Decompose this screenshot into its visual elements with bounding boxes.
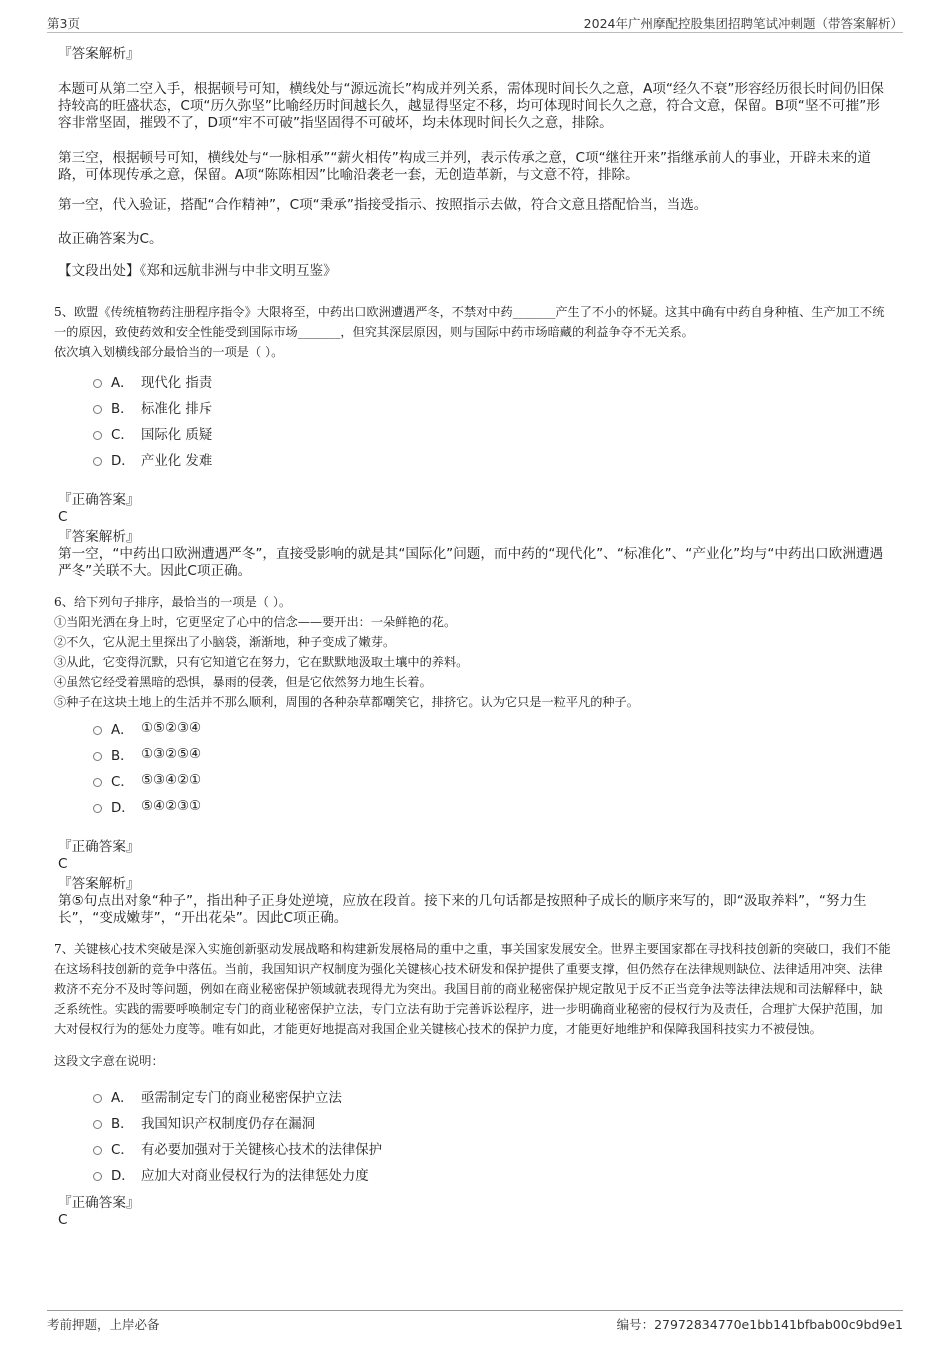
q7-answer: C [58,1212,68,1228]
radio-button[interactable] [93,379,102,388]
q4-analysis-para2: 第三空，根据顿号可知，横线处与“一脉相承”“薪火相传”构成三并列，表示传承之意，C项“继往开来”指继承前人的事业，开辟未来的道路，可体现传承之意，保留。A项“陈陈相因”比喻沿袭老一套，无创造革新，与文意不符，排除。 [58,150,871,183]
q6-option-b[interactable]: B． ①③②⑤④ [93,741,892,767]
page-content [54,46,892,1229]
q6-answer: C [58,856,68,872]
q7-options [93,1083,892,1187]
q6-stem: 6、给下列句子排序，最恰当的一项是（ ）。 [54,595,292,609]
question-5 [54,302,892,472]
q4-source: 【文段出处】《郑和远航非洲与中非文明互鉴》 [58,263,337,279]
document-id: 编号：27972834770e1bb141bfbab00c9bd9e1 [616,1317,903,1332]
q6-sentence-3: ③从此，它变得沉默，只有它知道它在努力，它在默默地汲取土壤中的养料。 [54,655,469,669]
q7-stem: 7、关键核心技术突破是深入实施创新驱动发展战略和构建新发展格局的重中之重，事关国家发展安全。世界主要国家都在寻找科技创新的突破口，我们不能在这场科技创新的竞争中落伍。当前，我国知识产权制度为强化关键核心技术研发和保护提供了重要支撑，但仍然存在法律规则缺位、法律适用冲突、法律救济不充分不及时等问题，例如在商业秘密保护领域就表现得尤为突出。我国目前的商业秘密保护规定散见于反不正当竞争法等法律法规和司法解释中，缺乏系统性。实践的需要呼唤制定专门的商业秘密保护立法，专门立法有助于完善诉讼程序，进一步明确商业秘密的侵权行为及责任，合理扩大保护范围，加大对侵权行为的惩处力度等。唯有如此，才能更好地提高对我国企业关键核心技术的保护力度，才能更好地维护和保障我国科技实力不被侵蚀。 [54,942,891,1036]
q6-answer-label: 『正确答案』 [58,839,140,855]
radio-button[interactable] [93,1172,102,1181]
q4-analysis-label: 『答案解析』 [58,46,140,62]
question-6 [54,592,892,819]
radio-button[interactable] [93,1094,102,1103]
q6-sentence-4: ④虽然它经受着黑暗的恐惧，暴雨的侵袭，但是它依然努力地生长着。 [54,675,432,689]
q6-option-a[interactable]: A． ①⑤②③④ [93,715,892,741]
radio-button[interactable] [93,431,102,440]
radio-button[interactable] [93,804,102,813]
footer-slogan: 考前押题，上岸必备 [47,1317,160,1332]
q7-option-c[interactable]: C． 有必要加强对于关键核心技术的法律保护 [93,1135,892,1161]
radio-button[interactable] [93,778,102,787]
q5-option-d[interactable]: D． 产业化 发难 [93,446,892,472]
q6-sentence-2: ②不久，它从泥土里探出了小脑袋，渐渐地，种子变成了嫩芽。 [54,635,396,649]
q5-stem: 5、欧盟《传统植物药注册程序指令》大限将至，中药出口欧洲遭遇严冬，不禁对中药_______产生了不小的怀疑。这其中确有中药自身种植、生产加工不统一的原因，致使药效和安全性能受到国际市场_______，但究其深层原因，则与国际中药市场暗藏的利益争夺不无关系。 [54,305,885,339]
q6-option-d[interactable]: D． ⑤④②③① [93,793,892,819]
q7-prompt: 这段文字意在说明： [54,1054,164,1068]
q5-analysis-label: 『答案解析』 [58,529,140,545]
q7-option-a[interactable]: A． 亟需制定专门的商业秘密保护立法 [93,1083,892,1109]
q5-answer-label: 『正确答案』 [58,492,140,508]
q7-option-d[interactable]: D． 应加大对商业侵权行为的法律惩处力度 [93,1161,892,1187]
q4-analysis-para4: 故正确答案为C。 [58,231,163,247]
radio-button[interactable] [93,1120,102,1129]
q5-analysis: 第一空，“中药出口欧洲遭遇严冬”，直接受影响的就是其“国际化”问题，而中药的“现代化”、“标准化”、“产业化”均与“中药出口欧洲遭遇严冬”关联不大。因此C项正确。 [58,546,884,579]
q5-option-b[interactable]: B． 标准化 排斥 [93,394,892,420]
q5-answer: C [58,509,68,525]
q7-answer-label: 『正确答案』 [58,1195,140,1211]
question-7 [54,939,892,1187]
radio-button[interactable] [93,726,102,735]
q6-sentence-5: ⑤种子在这块土地上的生活并不那么顺利，周围的各种杂草都嘲笑它，排挤它。认为它只是一粒平凡的种子。 [54,695,639,709]
radio-button[interactable] [93,405,102,414]
q5-option-c[interactable]: C． 国际化 质疑 [93,420,892,446]
q6-answer-block [58,839,892,927]
q6-sentence-1: ①当阳光洒在身上时，它更坚定了心中的信念——要开出：一朵鲜艳的花。 [54,615,457,629]
q7-option-b[interactable]: B． 我国知识产权制度仍存在漏洞 [93,1109,892,1135]
radio-button[interactable] [93,1146,102,1155]
q6-analysis-label: 『答案解析』 [58,876,140,892]
q5-options [93,368,892,472]
page-number: 第3页 [47,16,80,31]
q4-analysis-para3: 第一空，代入验证，搭配“合作精神”，C项“秉承”指接受指示、按照指示去做，符合文意且搭配恰当，当选。 [58,197,708,213]
q7-answer-block [58,1195,892,1229]
page-footer [47,1310,903,1333]
q6-option-c[interactable]: C． ⑤③④②① [93,767,892,793]
q4-analysis-para1: 本题可从第二空入手，根据顿号可知，横线处与“源远流长”构成并列关系，需体现时间长久之意，A项“经久不衰”形容经历很长时间仍旧保持较高的旺盛状态，C项“历久弥坚”比喻经历时间越长久，越显得坚定不移，均可体现时间长久之意，符合文意，保留。B项“坚不可摧”形容非常坚固，摧毁不了，D项“牢不可破”指坚固得不可破坏，均未体现时间长久之意，排除。 [58,81,884,131]
q5-prompt: 依次填入划横线部分最恰当的一项是（ ）。 [54,345,284,359]
document-title: 2024年广州摩配控股集团招聘笔试冲刺题（带答案解析） [583,16,903,31]
q6-options [93,715,892,819]
q5-option-a[interactable]: A． 现代化 指责 [93,368,892,394]
page-header [47,12,903,33]
radio-button[interactable] [93,752,102,761]
q6-analysis: 第⑤句点出对象“种子”，指出种子正身处逆境，应放在段首。接下来的几句话都是按照种子成长的顺序来写的，即“汲取养料”，“努力生长”，“变成嫩芽”，“开出花朵”。因此C项正确。 [58,893,867,926]
q5-answer-block [58,492,892,580]
radio-button[interactable] [93,457,102,466]
